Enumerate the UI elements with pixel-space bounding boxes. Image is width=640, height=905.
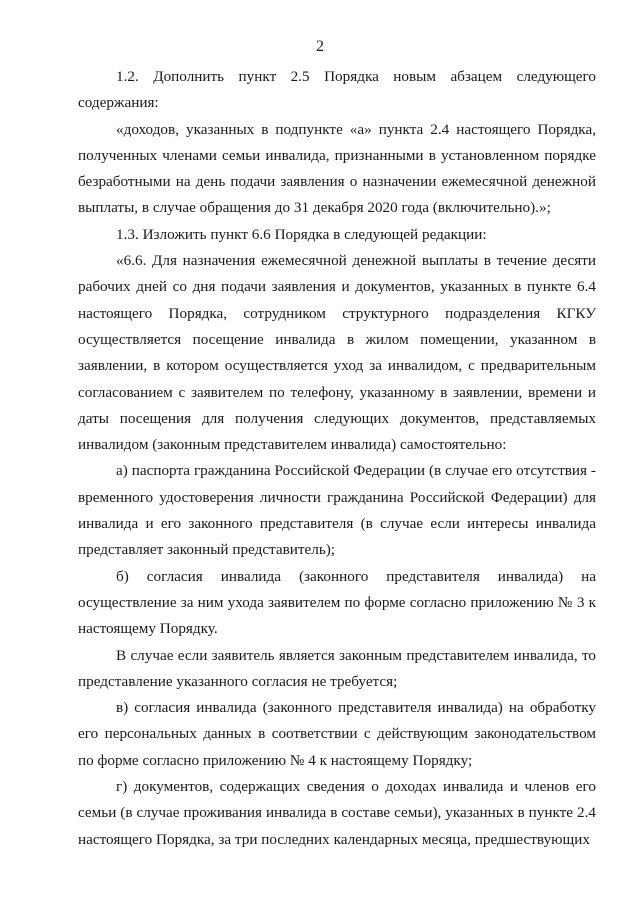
paragraph-legal-representative: В случае если заявитель является законным представителем инвалида, то представление указанного согласия не требуется; bbox=[78, 646, 596, 690]
paragraph-6-6: «6.6. Для назначения ежемесячной денежной выплаты в течение десяти рабочих дней со дня подачи заявления и документов, указанных в пункте 6.4 настоящего Порядка, сотрудником структурного подразделения КГКУ осуществляется посещение инвалида в жилом помещении, указанном в заявлении, в котором осуществляется уход за инвалидом, с предварительным согласованием с заявителем по телефону, указанному в заявлении, времени и даты посещения для получения следующих документов, представляемых инвалидом (законным представителем инвалида) самостоятельно: bbox=[78, 252, 596, 454]
paragraph-item-b: б) согласия инвалида (законного представителя инвалида) на осуществление за ним ухода заявителем по форме согласно приложению № 3 к настоящему Порядку. bbox=[78, 567, 596, 638]
paragraph-1-2: 1.2. Дополнить пункт 2.5 Порядка новым абзацем следующего содержания: bbox=[78, 68, 596, 112]
paragraph-item-g: г) документов, содержащих сведения о доходах инвалида и членов его семьи (в случае проживания инвалида в составе семьи), указанных в пункте 2.4 настоящего Порядка, за три последних календарных месяца, предшествующих bbox=[78, 778, 596, 848]
page-number: 2 bbox=[316, 38, 324, 55]
paragraph-1-3: 1.3. Изложить пункт 6.6 Порядка в следующей редакции: bbox=[116, 225, 487, 243]
paragraph-item-a: а) паспорта гражданина Российской Федерации (в случае его отсутствия - временного удостоверения личности гражданина Российской Федерации) для инвалида и его законного представителя (в случае если интересы инвалида представляет законный представитель); bbox=[78, 462, 596, 559]
document-body bbox=[78, 64, 596, 853]
paragraph-quote-income: «доходов, указанных в подпункте «а» пункта 2.4 настоящего Порядка, полученных членами семьи инвалида, признанными в установленном порядке безработными на день подачи заявления о назначении ежемесячной денежной выплаты, в случае обращения до 31 декабря 2020 года (включительно).»; bbox=[78, 120, 596, 217]
paragraph-item-v: в) согласия инвалида (законного представителя инвалида) на обработку его персональных данных в соответствии с действующим законодательством по форме согласно приложению № 4 к настоящему Порядку; bbox=[78, 699, 596, 769]
